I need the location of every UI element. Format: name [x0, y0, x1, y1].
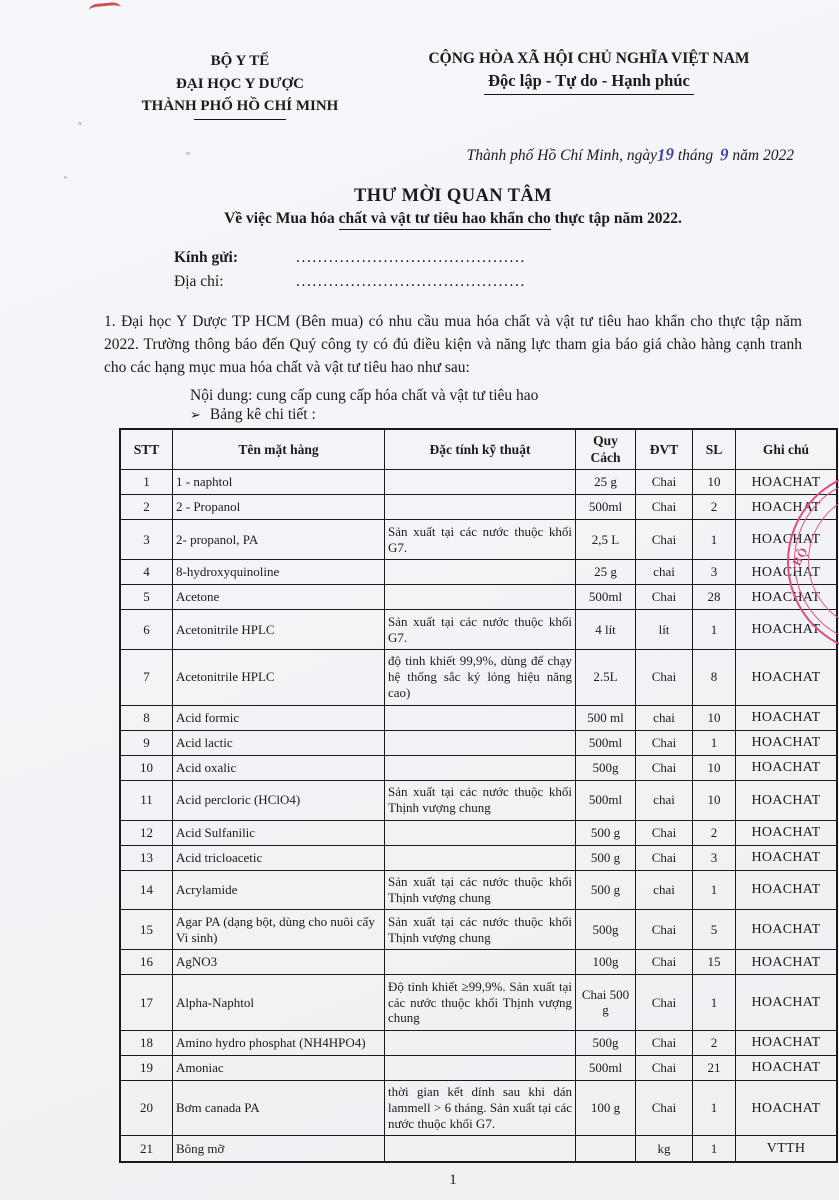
- kinh-gui-dotted-line: ..........................................: [296, 248, 526, 266]
- table-row: [120, 1080, 837, 1136]
- cell-sl: 1: [693, 870, 736, 910]
- cell-quycach: 500 g: [576, 870, 636, 910]
- cell-sl: 1: [693, 520, 736, 560]
- cell-stt: 4: [120, 560, 173, 585]
- table-row: [120, 610, 837, 650]
- cell-spec: Sản xuất tại các nước thuộc khối Thịnh vượng chung: [385, 910, 576, 950]
- cell-quycach: 500ml: [576, 1055, 636, 1080]
- cell-note: HOACHAT: [736, 560, 838, 585]
- cell-name: Bông mỡ: [173, 1136, 385, 1162]
- cell-dvt: kg: [636, 1136, 693, 1162]
- cell-dvt: Chai: [636, 1055, 693, 1080]
- handwritten-month: 9: [719, 143, 729, 165]
- date-suffix: năm 2022: [728, 146, 794, 164]
- cell-sl: 3: [693, 560, 736, 585]
- dia-chi-label: Địa chỉ:: [174, 272, 224, 290]
- document-content: [104, 50, 821, 1189]
- cell-name: 2- propanol, PA: [173, 520, 385, 560]
- table-row: [120, 820, 837, 845]
- cell-name: Agar PA (dạng bột, dùng cho nuôi cấy Vi sinh): [173, 910, 385, 950]
- cell-sl: 8: [693, 649, 736, 705]
- cell-quycach: 500g: [576, 910, 636, 950]
- cell-stt: 6: [120, 610, 173, 650]
- cell-dvt: Chai: [636, 755, 693, 780]
- table-row: [120, 780, 837, 820]
- cell-dvt: chai: [636, 870, 693, 910]
- cell-note: HOACHAT: [736, 820, 838, 845]
- cell-spec: [385, 950, 576, 975]
- cell-dvt: Chai: [636, 649, 693, 705]
- cell-stt: 11: [120, 780, 173, 820]
- cell-note: VTTH: [736, 1136, 838, 1162]
- cell-note: HOACHAT: [736, 1080, 838, 1136]
- cell-stt: 13: [120, 845, 173, 870]
- cell-name: 8-hydroxyquinoline: [173, 560, 385, 585]
- content-scope-line: Nội dung: cung cấp cung cấp hóa chất và vật tư tiêu hao: [190, 387, 539, 405]
- table-row: [120, 730, 837, 755]
- table-row: [120, 845, 837, 870]
- cell-stt: 2: [120, 495, 173, 520]
- cell-name: Acetone: [173, 585, 385, 610]
- cell-note: HOACHAT: [736, 1055, 838, 1080]
- cell-name: Amoniac: [173, 1055, 385, 1080]
- cell-note: HOACHAT: [736, 845, 838, 870]
- cell-stt: 7: [120, 649, 173, 705]
- table-row: [120, 975, 837, 1031]
- subject-suffix: thực tập năm 2022.: [550, 209, 682, 227]
- cell-note: HOACHAT: [736, 780, 838, 820]
- national-title: CỘNG HÒA XÃ HỘI CHỦ NGHĨA VIỆT NAM: [428, 50, 750, 67]
- red-pen-mark: [89, 2, 122, 17]
- cell-sl: 10: [693, 780, 736, 820]
- cell-sl: 28: [693, 585, 736, 610]
- cell-stt: 10: [120, 755, 173, 780]
- cell-note: HOACHAT: [736, 910, 838, 950]
- table-row: [120, 755, 837, 780]
- table-row: [120, 520, 837, 560]
- handwritten-day: 19: [656, 143, 675, 165]
- cell-note: HOACHAT: [736, 975, 838, 1031]
- cell-note: HOACHAT: [736, 610, 838, 650]
- cell-spec: [385, 820, 576, 845]
- table-row: [120, 560, 837, 585]
- cell-name: Acrylamide: [173, 870, 385, 910]
- cell-spec: Sản xuất tại các nước thuộc khối Thịnh vượng chung: [385, 870, 576, 910]
- cell-name: Acid tricloacetic: [173, 845, 385, 870]
- cell-name: AgNO3: [173, 950, 385, 975]
- cell-name: Amino hydro phosphat (NH4HPO4): [173, 1030, 385, 1055]
- cell-dvt: Chai: [636, 495, 693, 520]
- national-motto: Độc lập - Tự do - Hạnh phúc: [484, 71, 694, 95]
- cell-stt: 20: [120, 1080, 173, 1136]
- org-university: ĐẠI HỌC Y DƯỢC: [176, 75, 304, 92]
- table-row: [120, 470, 837, 495]
- page-number: 1: [449, 1171, 457, 1188]
- cell-dvt: Chai: [636, 730, 693, 755]
- cell-stt: 5: [120, 585, 173, 610]
- document-header: [104, 50, 802, 120]
- cell-name: 2 - Propanol: [173, 495, 385, 520]
- header-row: [120, 429, 837, 469]
- cell-dvt: Chai: [636, 845, 693, 870]
- table-row: [120, 910, 837, 950]
- cell-note: HOACHAT: [736, 520, 838, 560]
- detail-list-label: Bảng kê chi tiết :: [209, 406, 316, 424]
- subject-underlined: chất và vật tư tiêu hao khẩn cho: [339, 210, 551, 230]
- org-city: THÀNH PHỐ HỒ CHÍ MINH: [141, 98, 339, 114]
- cell-spec: Sản xuất tại các nước thuộc khối G7.: [385, 610, 576, 650]
- cell-spec: [385, 730, 576, 755]
- stamp-text: BỘ: [789, 544, 811, 569]
- cell-stt: 3: [120, 520, 173, 560]
- dia-chi-dotted-line: ..........................................: [296, 272, 526, 290]
- cell-spec: [385, 1030, 576, 1055]
- col-dvt: ĐVT: [636, 429, 693, 469]
- date-mid: tháng: [673, 146, 718, 164]
- cell-quycach: 500 g: [576, 820, 636, 845]
- cell-spec: [385, 1136, 576, 1162]
- cell-sl: 10: [693, 755, 736, 780]
- cell-quycach: 500 ml: [576, 705, 636, 730]
- cell-dvt: Chai: [636, 975, 693, 1031]
- cell-quycach: [576, 1136, 636, 1162]
- items-table-header: [120, 429, 837, 469]
- arrow-bullet-icon: ➢: [190, 407, 201, 423]
- cell-sl: 3: [693, 845, 736, 870]
- cell-quycach: 2.5L: [576, 649, 636, 705]
- cell-quycach: 500ml: [576, 585, 636, 610]
- cell-sl: 2: [693, 820, 736, 845]
- cell-note: HOACHAT: [736, 1030, 838, 1055]
- cell-note: HOACHAT: [736, 585, 838, 610]
- cell-spec: Sản xuất tại các nước thuộc khối Thịnh vượng chung: [385, 780, 576, 820]
- detail-list-line: [190, 406, 802, 424]
- cell-sl: 1: [693, 610, 736, 650]
- cell-spec: độ tinh khiết 99,9%, dùng để chạy hệ thống sắc ký lỏng hiệu năng cao): [385, 649, 576, 705]
- cell-stt: 1: [120, 470, 173, 495]
- cell-name: Acetonitrile HPLC: [173, 610, 385, 650]
- cell-quycach: 4 lít: [576, 610, 636, 650]
- cell-quycach: 100 g: [576, 1080, 636, 1136]
- cell-name: Acid percloric (HClO4): [173, 780, 385, 820]
- cell-dvt: Chai: [636, 1030, 693, 1055]
- cell-sl: 2: [693, 1030, 736, 1055]
- cell-spec: [385, 495, 576, 520]
- cell-sl: 21: [693, 1055, 736, 1080]
- table-row: [120, 950, 837, 975]
- cell-dvt: Chai: [636, 910, 693, 950]
- cell-sl: 5: [693, 910, 736, 950]
- recipient-line: [174, 246, 802, 270]
- cell-quycach: 500ml: [576, 730, 636, 755]
- col-sl: SL: [693, 429, 736, 469]
- cell-name: Acid formic: [173, 705, 385, 730]
- cell-dvt: Chai: [636, 820, 693, 845]
- cell-dvt: Chai: [636, 470, 693, 495]
- cell-sl: 2: [693, 495, 736, 520]
- cell-stt: 12: [120, 820, 173, 845]
- col-note: Ghi chú: [736, 429, 838, 469]
- cell-spec: Sản xuất tại các nước thuộc khối G7.: [385, 520, 576, 560]
- cell-note: HOACHAT: [736, 755, 838, 780]
- cell-dvt: chai: [636, 560, 693, 585]
- cell-quycach: 500ml: [576, 495, 636, 520]
- cell-dvt: chai: [636, 705, 693, 730]
- cell-sl: 10: [693, 705, 736, 730]
- table-row: [120, 705, 837, 730]
- cell-stt: 14: [120, 870, 173, 910]
- table-row: [120, 1136, 837, 1162]
- cell-stt: 9: [120, 730, 173, 755]
- col-spec: Đặc tính kỹ thuật: [385, 429, 576, 469]
- cell-spec: [385, 1055, 576, 1080]
- cell-dvt: lít: [636, 610, 693, 650]
- table-row: [120, 649, 837, 705]
- cell-spec: [385, 560, 576, 585]
- cell-spec: [385, 705, 576, 730]
- table-row: [120, 495, 837, 520]
- cell-dvt: Chai: [636, 1080, 693, 1136]
- cell-sl: 1: [693, 975, 736, 1031]
- cell-dvt: Chai: [636, 585, 693, 610]
- cell-name: Bơm canada PA: [173, 1080, 385, 1136]
- cell-stt: 15: [120, 910, 173, 950]
- recipient-block: [174, 246, 802, 294]
- items-table: [119, 428, 838, 1162]
- cell-spec: thời gian kết dính sau khi dán lammell > 6 tháng. Sản xuất tại các nước thuộc khối G7.: [385, 1080, 576, 1136]
- cell-sl: 1: [693, 730, 736, 755]
- cell-sl: 15: [693, 950, 736, 975]
- col-name: Tên mặt hàng: [173, 429, 385, 469]
- cell-note: HOACHAT: [736, 950, 838, 975]
- table-row: [120, 870, 837, 910]
- cell-name: Acid lactic: [173, 730, 385, 755]
- subject-prefix: Về việc Mua hóa: [224, 209, 339, 227]
- cell-dvt: Chai: [636, 520, 693, 560]
- cell-quycach: 500g: [576, 755, 636, 780]
- scan-speck: [78, 121, 83, 126]
- issuing-org-block: [104, 50, 376, 120]
- cell-stt: 18: [120, 1030, 173, 1055]
- cell-name: Acid Sulfanilic: [173, 820, 385, 845]
- cell-stt: 17: [120, 975, 173, 1031]
- col-stt: STT: [120, 429, 173, 469]
- cell-sl: 1: [693, 1080, 736, 1136]
- cell-spec: [385, 845, 576, 870]
- cell-name: Acid oxalic: [173, 755, 385, 780]
- cell-spec: Độ tinh khiết ≥99,9%. Sản xuất tại các nước thuộc khối Thịnh vượng chung: [385, 975, 576, 1031]
- cell-name: Acetonitrile HPLC: [173, 649, 385, 705]
- date-prefix: Thành phố Hồ Chí Minh, ngày: [466, 146, 657, 164]
- cell-note: HOACHAT: [736, 705, 838, 730]
- document-title: THƯ MỜI QUAN TÂM: [353, 185, 553, 206]
- intro-paragraph: 1. Đại học Y Dược TP HCM (Bên mua) có nhu cầu mua hóa chất và vật tư tiêu hao khẩn cho thực tập năm 2022. Trường thông báo đến Quý công ty có đủ điều kiện và năng lực tham gia báo giá chào hàng cạnh tranh cho các hạng mục mua hóa chất và vật tư tiêu hao như sau:: [104, 312, 802, 377]
- cell-stt: 19: [120, 1055, 173, 1080]
- cell-sl: 1: [693, 1136, 736, 1162]
- cell-quycach: 500 g: [576, 845, 636, 870]
- cell-note: HOACHAT: [736, 470, 838, 495]
- cell-spec: [385, 755, 576, 780]
- address-line: [174, 270, 802, 294]
- cell-note: HOACHAT: [736, 495, 838, 520]
- cell-name: 1 - naphtol: [173, 470, 385, 495]
- national-motto-block: [376, 50, 802, 95]
- kinh-gui-label: Kính gửi:: [174, 248, 238, 266]
- cell-quycach: 2,5 L: [576, 520, 636, 560]
- date-line: [104, 145, 802, 165]
- cell-quycach: 25 g: [576, 470, 636, 495]
- cell-quycach: Chai 500 g: [576, 975, 636, 1031]
- cell-spec: [385, 470, 576, 495]
- org-ministry: BỘ Y TẾ: [210, 53, 270, 69]
- cell-quycach: 500ml: [576, 780, 636, 820]
- cell-note: HOACHAT: [736, 870, 838, 910]
- table-row: [120, 1030, 837, 1055]
- table-row: [120, 1055, 837, 1080]
- cell-spec: [385, 585, 576, 610]
- cell-sl: 10: [693, 470, 736, 495]
- cell-note: HOACHAT: [736, 649, 838, 705]
- items-table-body: [120, 470, 837, 1162]
- cell-quycach: 25 g: [576, 560, 636, 585]
- cell-stt: 16: [120, 950, 173, 975]
- col-quycach: Quy Cách: [576, 429, 636, 469]
- cell-stt: 8: [120, 705, 173, 730]
- cell-quycach: 100g: [576, 950, 636, 975]
- org-underline-rule: [194, 119, 286, 120]
- cell-stt: 21: [120, 1136, 173, 1162]
- cell-dvt: chai: [636, 780, 693, 820]
- cell-note: HOACHAT: [736, 730, 838, 755]
- document-subject: [104, 210, 802, 228]
- cell-quycach: 500g: [576, 1030, 636, 1055]
- cell-name: Alpha-Naphtol: [173, 975, 385, 1031]
- cell-dvt: Chai: [636, 950, 693, 975]
- scan-speck: [64, 176, 67, 179]
- table-row: [120, 585, 837, 610]
